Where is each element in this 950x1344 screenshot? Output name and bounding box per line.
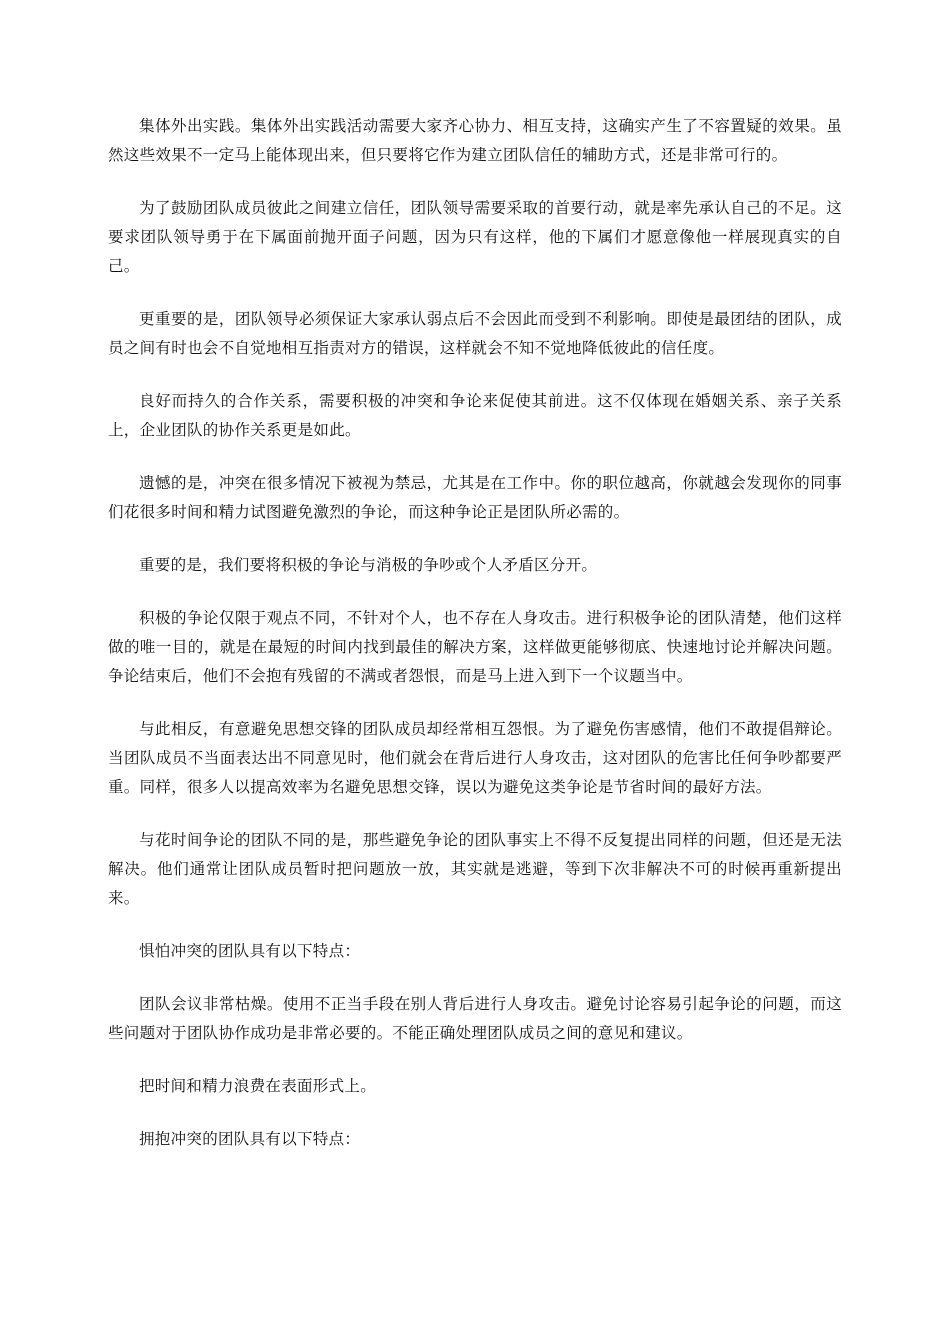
paragraph-7: 积极的争论仅限于观点不同，不针对个人，也不存在人身攻击。进行积极争论的团队清楚，他们这样做的唯一目的，就是在最短的时间内找到最佳的解决方案，这样做更能够彻底、快速地讨论并解决问题。争论结束后，他们不会抱有残留的不满或者怨恨，而是马上进入到下一个议题当中。 bbox=[108, 609, 842, 685]
paragraph-4: 良好而持久的合作关系，需要积极的冲突和争论来促使其前进。这不仅体现在婚姻关系、亲子关系上，企业团队的协作关系更是如此。 bbox=[108, 392, 842, 439]
paragraph-3: 更重要的是，团队领导必须保证大家承认弱点后不会因此而受到不利影响。即使是最团结的团队，成员之间有时也会不自觉地相互指责对方的错误，这样就会不知不觉地降低彼此的信任度。 bbox=[108, 310, 842, 357]
document-page bbox=[108, 112, 842, 1178]
paragraph-9: 与花时间争论的团队不同的是，那些避免争论的团队事实上不得不反复提出同样的问题，但还是无法解决。他们通常让团队成员暂时把问题放一放，其实就是逃避，等到下次非解决不可的时候再重新提出来。 bbox=[108, 831, 842, 907]
paragraph-12: 把时间和精力浪费在表面形式上。 bbox=[139, 1077, 377, 1095]
paragraph-2: 为了鼓励团队成员彼此之间建立信任，团队领导需要采取的首要行动，就是率先承认自己的不足。这要求团队领导勇于在下属面前抛开面子问题，因为只有这样，他的下属们才愿意像他一样展现真实的自己。 bbox=[108, 199, 842, 275]
paragraph-1: 集体外出实践。集体外出实践活动需要大家齐心协力、相互支持，这确实产生了不容置疑的效果。虽然这些效果不一定马上能体现出来，但只要将它作为建立团队信任的辅助方式，还是非常可行的。 bbox=[108, 117, 842, 164]
paragraph-8: 与此相反，有意避免思想交锋的团队成员却经常相互怨恨。为了避免伤害感情，他们不敢提倡辩论。当团队成员不当面表达出不同意见时，他们就会在背后进行人身攻击，这对团队的危害比任何争吵都要严重。同样，很多人以提高效率为名避免思想交锋，误以为避免这类争论是节省时间的最好方法。 bbox=[108, 720, 842, 796]
paragraph-6: 重要的是，我们要将积极的争论与消极的争吵或个人矛盾区分开。 bbox=[139, 556, 598, 574]
paragraph-5: 遗憾的是，冲突在很多情况下被视为禁忌，尤其是在工作中。你的职位越高，你就越会发现你的同事们花很多时间和精力试图避免激烈的争论，而这种争论正是团队所必需的。 bbox=[108, 474, 842, 521]
paragraph-10: 惧怕冲突的团队具有以下特点： bbox=[139, 942, 361, 960]
paragraph-11: 团队会议非常枯燥。使用不正当手段在别人背后进行人身攻击。避免讨论容易引起争论的问题，而这些问题对于团队协作成功是非常必要的。不能正确处理团队成员之间的意见和建议。 bbox=[108, 995, 842, 1042]
paragraph-13: 拥抱冲突的团队具有以下特点： bbox=[139, 1130, 361, 1148]
